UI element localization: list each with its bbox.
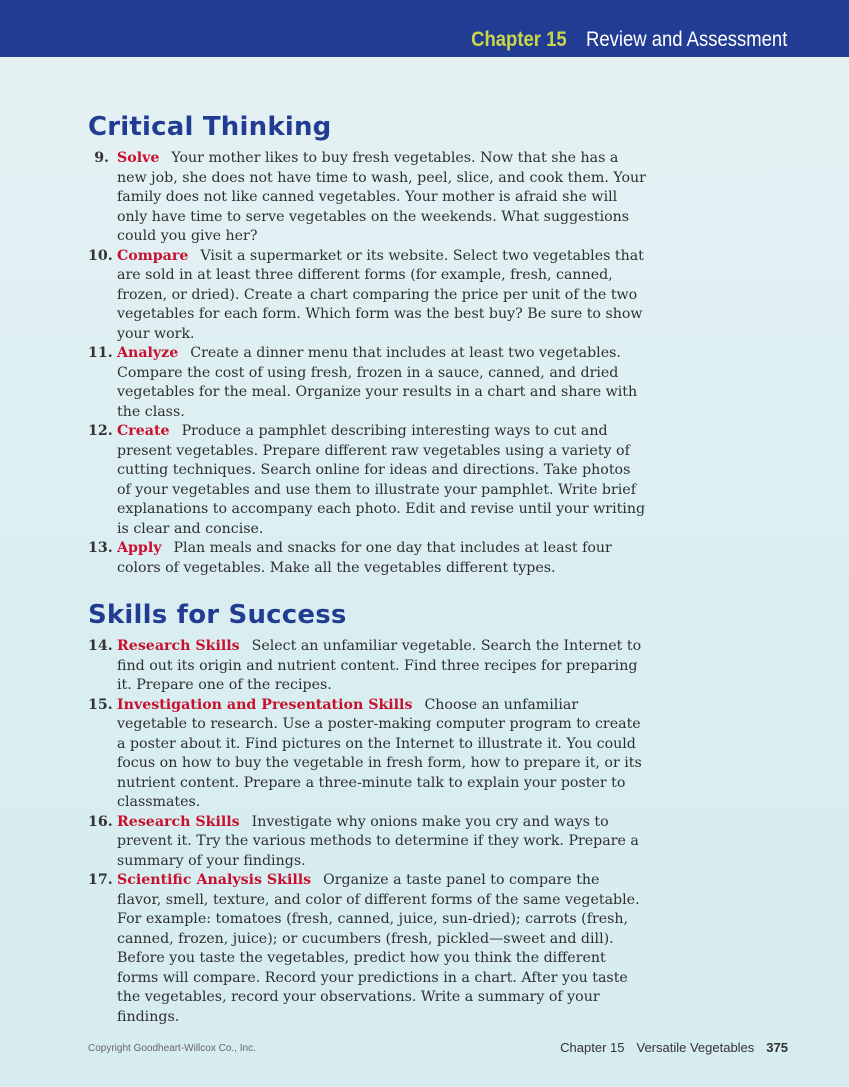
- item-keyword: Scientific Analysis Skills: [117, 872, 312, 888]
- item-keyword: Apply: [117, 540, 162, 556]
- item-keyword: Research Skills: [117, 638, 240, 654]
- item-number: 16.: [88, 813, 113, 830]
- item-keyword: Solve: [117, 150, 160, 166]
- item-text: Choose an unfamiliar vegetable to research. Use a poster-making computer program to create a poster about it. Find pictures on the Internet to illustrate it. You could focus on how to buy the vegetable in fresh form, how to prepare it, or its nutrient content. Prepare a three-minute talk to explain your poster to classmates.: [117, 696, 642, 810]
- footer-chapter-title: Versatile Vegetables: [636, 1040, 755, 1055]
- header-title: [471, 28, 787, 52]
- item-text: Your mother likes to buy fresh vegetables. Now that she has a new job, she does not have time to wash, peel, slice, and cook them. Your family does not like canned vegetables. Your mother is afraid she will only have time to serve vegetables on the weekends. What suggestions could you give her?: [117, 150, 646, 244]
- header-chapter-label: Chapter 15: [470, 28, 567, 51]
- item-number: 12.: [88, 423, 113, 439]
- skills-for-success-heading: Skills for Success: [88, 600, 347, 630]
- list-item: [88, 871, 648, 1027]
- item-text: Plan meals and snacks for one day that includes at least four colors of vegetables. Make all the vegetables different types.: [117, 540, 612, 576]
- list-item: [88, 696, 648, 813]
- item-number: 14.: [88, 638, 113, 654]
- item-keyword: Create: [117, 423, 170, 439]
- list-item: [88, 637, 648, 696]
- critical-thinking-heading: Critical Thinking: [88, 112, 332, 142]
- list-item: [88, 422, 648, 539]
- item-text: Visit a supermarket or its website. Select two vegetables that are sold in at least three different forms (for example, fresh, canned, frozen, or dried). Create a chart comparing the price per unit of the two vegetables for each form. Which form was the best buy? Be sure to show your work.: [117, 247, 644, 342]
- page-number: 375: [766, 1040, 788, 1055]
- item-text: Organize a taste panel to compare the flavor, smell, texture, and color of different forms of the same vegetable. For example: tomatoes (fresh, canned, juice, sun-dried); carrots (fresh, canned, frozen, juice); or cucumbers (fresh, pickled—sweet and dill). Before you taste the vegetables, predict how you think the different forms will compare. Record your predictions in a chart. After you taste the vegetables, record your observations. Write a summary of your findings.: [117, 872, 640, 1025]
- item-number: 17.: [88, 872, 113, 888]
- item-keyword: Compare: [117, 247, 189, 264]
- item-number: 13.: [88, 540, 113, 556]
- item-number: 10.: [88, 247, 113, 264]
- item-text: Select an unfamiliar vegetable. Search the Internet to find out its origin and nutrient content. Find three recipes for preparing it. Prepare one of the recipes.: [117, 638, 642, 693]
- item-text: Investigate why onions make you cry and ways to prevent it. Try the various methods to determine if they work. Prepare a summary of your findings.: [117, 813, 639, 869]
- header-section-title: Review and Assessment: [585, 28, 787, 51]
- item-text: Produce a pamphlet describing interesting ways to cut and present vegetables. Prepare different raw vegetables using a variety of cutting techniques. Search online for ideas and directions. Take photos of your vegetables and use them to illustrate your pamphlet. Write brief explanations to accompany each photo. Edit and revise until your writing is clear and concise.: [117, 423, 646, 537]
- item-keyword: Investigation and Presentation Skills: [117, 696, 413, 713]
- item-keyword: Analyze: [117, 345, 179, 361]
- footer-chapter: Chapter 15: [560, 1040, 625, 1055]
- list-item: [88, 149, 648, 247]
- list-item: [88, 813, 648, 872]
- footer-copyright: Copyright Goodheart-Willcox Co., Inc.: [88, 1043, 256, 1054]
- list-item: [88, 539, 648, 578]
- list-item: [88, 247, 648, 345]
- item-number: 9.: [94, 150, 109, 166]
- item-keyword: Research Skills: [117, 813, 240, 830]
- list-item: [88, 344, 648, 422]
- critical-thinking-list: [88, 149, 648, 578]
- footer-running-head: [560, 1040, 788, 1055]
- skills-for-success-list: [88, 637, 648, 1027]
- chapter-header-bar: [0, 0, 849, 57]
- item-number: 15.: [88, 696, 113, 713]
- item-text: Create a dinner menu that includes at least two vegetables. Compare the cost of using fresh, frozen in a sauce, canned, and dried vegetables for the meal. Organize your results in a chart and share with the class.: [117, 345, 638, 420]
- item-number: 11.: [88, 345, 113, 361]
